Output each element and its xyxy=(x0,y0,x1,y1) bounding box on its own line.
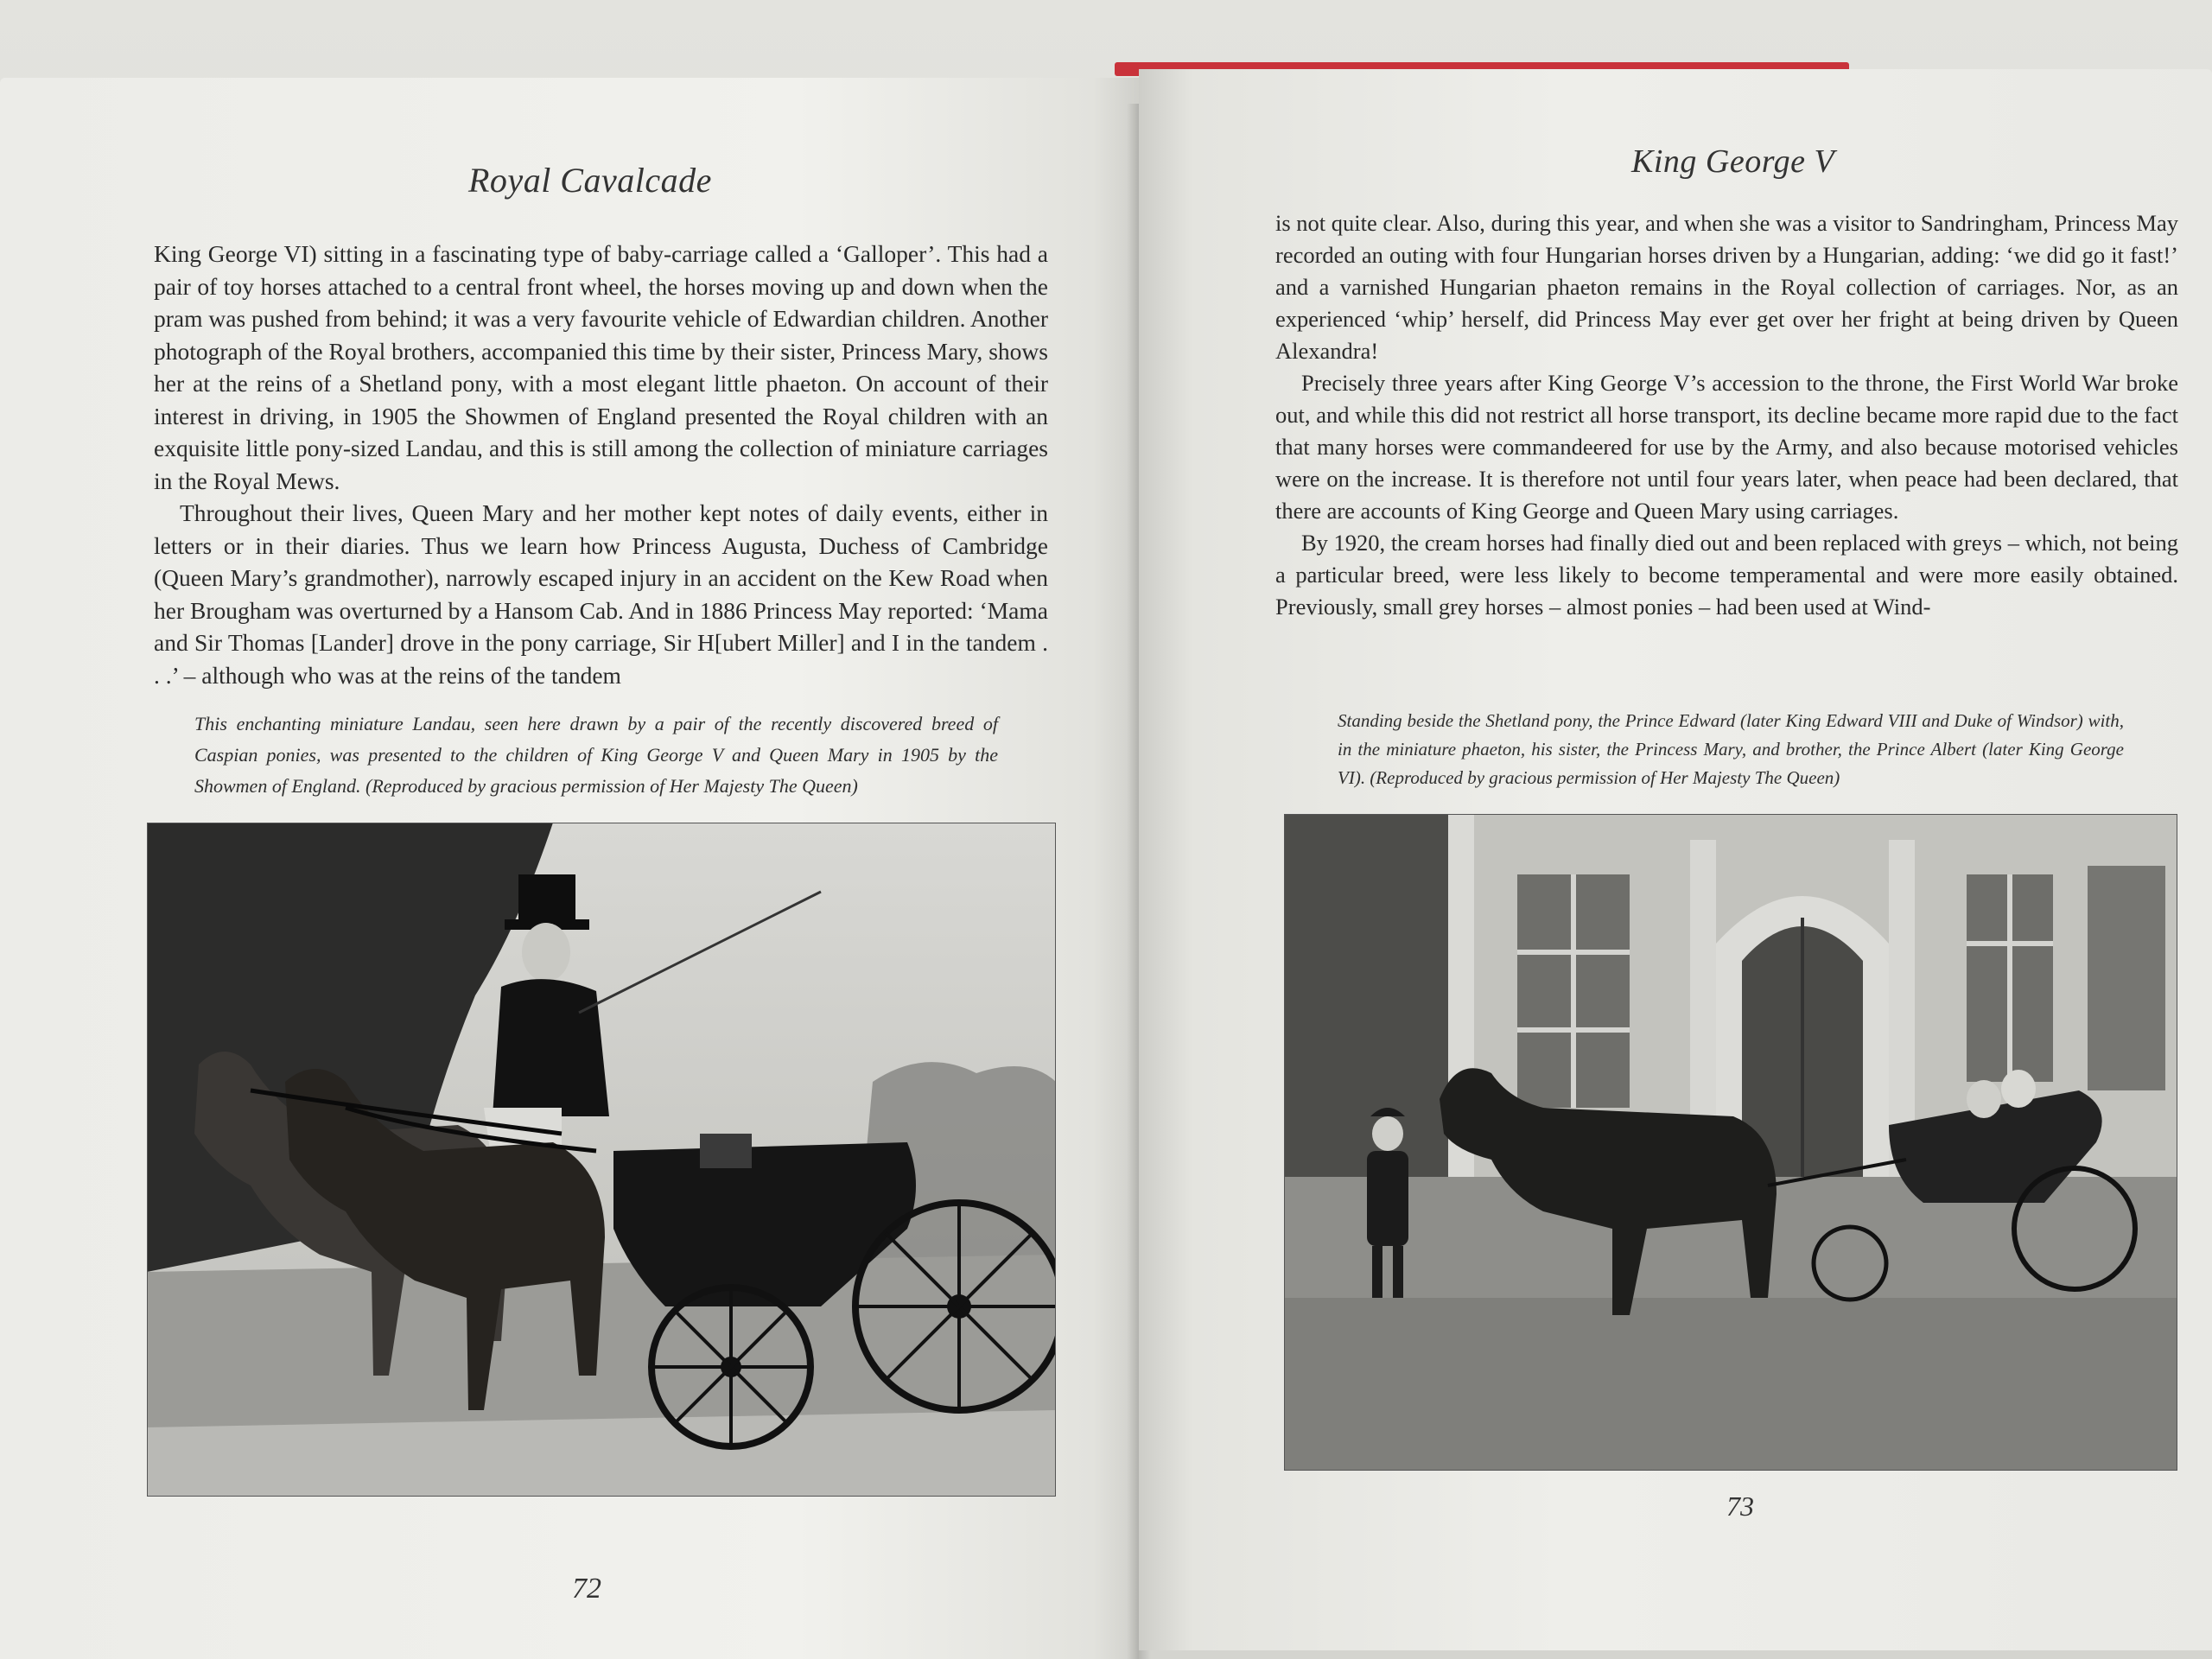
landau-carriage-photo xyxy=(147,823,1056,1497)
right-paragraph-3: By 1920, the cream horses had finally died out and been replaced with greys – which, not being a particular breed, were less likely to become temperamental and were more easily obtained. Previously, small grey horses – almost ponies – had been used at Wind- xyxy=(1275,530,2178,620)
shetland-pony-phaeton-photo xyxy=(1284,814,2177,1471)
left-paragraph-2: Throughout their lives, Queen Mary and her mother kept notes of daily events, either in letters or in their diaries. Thus we learn how Princess Augusta, Duchess of Cambridge (Queen Mary’s grandmother), narrowly escaped injury in an accident on the Kew Road when her Brougham was overturned by a Hansom Cab. And in 1886 Princess May reported: ‘Mama and Sir Thomas [Lander] drove in the pony carriage, Sir H[ubert Miller] and I in the tandem . . .’ – although who was at the reins of the tandem xyxy=(154,499,1048,689)
left-body-text xyxy=(154,238,1048,691)
left-paragraph-1: King George VI) sitting in a fascinating type of baby-carriage called a ‘Galloper’. This had a pair of toy horses attached to a central front wheel, the horses moving up and down when the pram was pushed from behind; it was a very favourite vehicle of Edwardian children. Another photograph of the Royal brothers, accompanied this time by their sister, Princess Mary, shows her at the reins of a Shetland pony, with a most elegant little phaeton. On account of their interest in driving, in 1905 the Showmen of England presented the Royal children with an exquisite little pony-sized Landau, and this is still among the collection of miniature carriages in the Royal Mews. xyxy=(154,240,1048,494)
right-paragraph-1: is not quite clear. Also, during this year, and when she was a visitor to Sandringham, Princess May recorded an outing with four Hungarian horses driven by a Hungarian, adding: ‘we did go it fast!’ and a varnished Hungarian phaeton remains in the Royal collection of carriages. Nor, as an experienced ‘whip’ herself, did Princess May ever get over her fright at being driven by Queen Alexandra! xyxy=(1275,210,2178,364)
left-photo-caption: This enchanting miniature Landau, seen here drawn by a pair of the recently discovered breed of Caspian ponies, was presented to the children of King George V and Queen Mary in 1905 by the Showmen of England. (Reproduced by gracious permission of Her Majesty The Queen) xyxy=(194,713,998,797)
open-book xyxy=(0,43,2212,1659)
right-photo-caption: Standing beside the Shetland pony, the Prince Edward (later King Edward VIII and Duke of Windsor) with, in the miniature phaeton, his sister, the Princess Mary, and brother, the Prince Albert (later King George VI). (Reproduced by gracious permission of Her Majesty The Queen) xyxy=(1338,710,2124,788)
right-body-text xyxy=(1275,207,2178,623)
running-head-right: King George V xyxy=(1631,143,1835,180)
page-number-left: 72 xyxy=(572,1573,601,1605)
running-head-left: Royal Cavalcade xyxy=(468,161,712,200)
right-page xyxy=(1139,69,2212,1650)
right-paragraph-2: Precisely three years after King George V’s accession to the throne, the First World War broke out, and while this did not restrict all horse transport, its decline became more rapid due to the fact that many horses were commandeered for use by the Army, and also because motorised vehicles were on the increase. It is therefore not until four years later, when peace had been declared, that there are accounts of King George and Queen Mary using carriages. xyxy=(1275,370,2178,524)
page-number-right: 73 xyxy=(1726,1491,1754,1522)
left-page xyxy=(0,78,1139,1659)
